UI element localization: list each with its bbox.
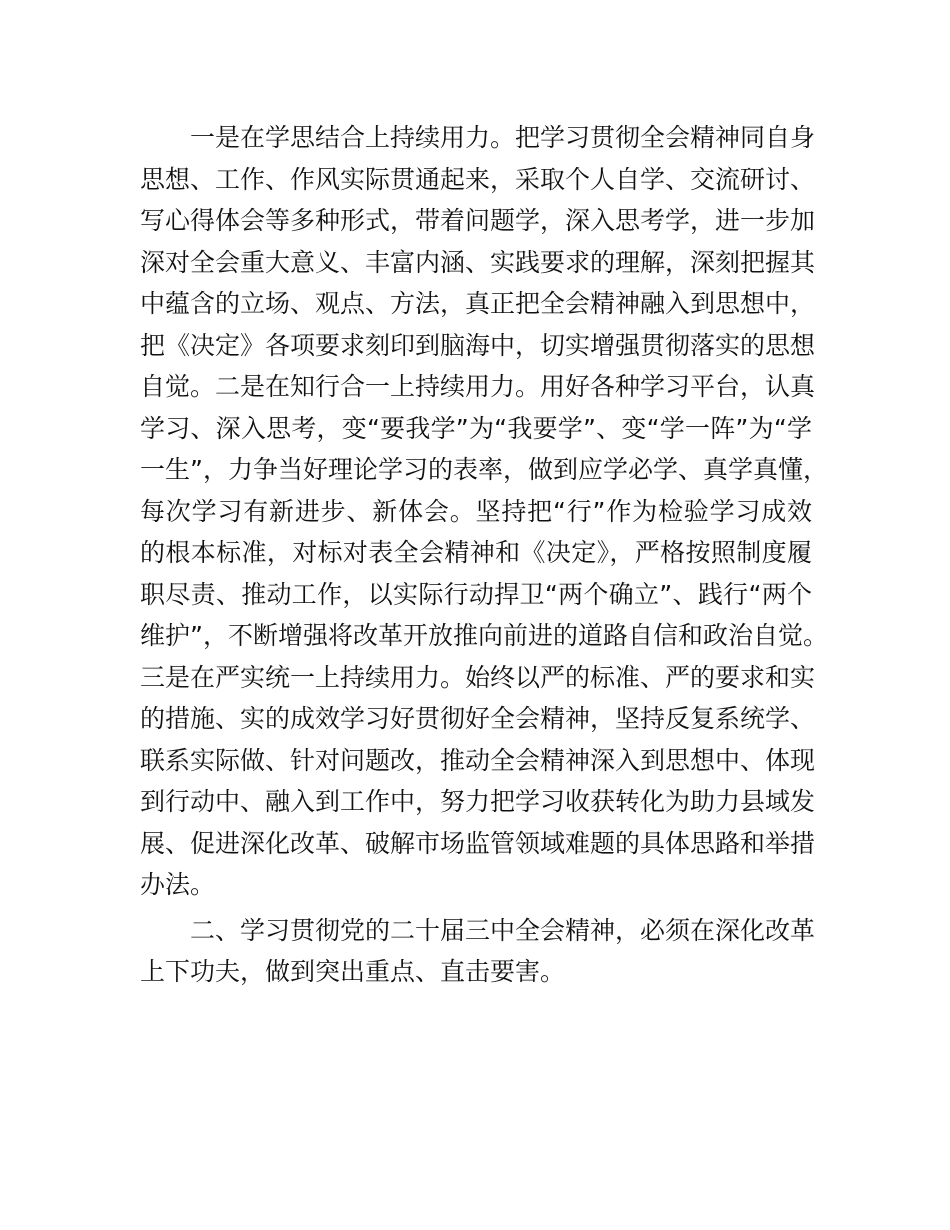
text-line: 一生”，力争当好理论学习的表率，做到应学必学、真学真懂， [140,455,828,484]
text-line: 一是在学思结合上持续用力。把学习贯彻全会精神同自身 [190,123,816,152]
text-line: 二、学习贯彻党的二十届三中全会精神，必须在深化改革 [190,915,816,945]
text-line: 到行动中、融入到工作中，努力把学习收获转化为助力县域发 [140,787,816,816]
text-line: 办法。 [140,870,216,899]
paragraph-1 [140,117,828,906]
text-line: 展、促进深化改革、破解市场监管领域难题的具体思路和举措 [140,828,816,858]
text-line: 自觉。二是在知行合一上持续用力。用好各种学习平台，认真 [140,372,816,401]
document-page [140,117,828,997]
text-line: 每次学习有新进步、新体会。坚持把“行”作为检验学习成效 [140,496,812,526]
text-line: 职尽责、推动工作，以实际行动捍卫“两个确立”、践行“两个 [140,579,812,609]
text-line: 的措施、实的成效学习好贯彻好全会精神，坚持反复系统学、 [140,704,816,733]
text-line: 深对全会重大意义、丰富内涵、实践要求的理解，深刻把握其 [140,247,816,277]
text-line: 上下功夫，做到突出重点、直击要害。 [140,957,566,986]
text-line: 写心得体会等多种形式，带着问题学，深入思考学，进一步加 [140,206,816,235]
text-line: 的根本标准，对标对表全会精神和《决定》，严格按照制度履 [140,538,812,567]
text-line: 学习、深入思考，变“要我学”为“我要学”、变“学一阵”为“学 [140,413,812,443]
text-line: 把《决定》各项要求刻印到脑海中，切实增强贯彻落实的思想 [140,330,816,360]
paragraph-2 [140,910,816,993]
text-line: 联系实际做、针对问题改，推动全会精神深入到思想中、体现 [140,745,816,775]
text-line: 思想、工作、作风实际贯通起来，采取个人自学、交流研讨、 [140,164,816,194]
text-line: 中蕴含的立场、观点、方法，真正把全会精神融入到思想中， [140,289,816,318]
text-line: 维护”，不断增强将改革开放推向前进的道路自信和政治自觉。 [140,621,828,650]
text-line: 三是在严实统一上持续用力。始终以严的标准、严的要求和实 [140,662,816,692]
